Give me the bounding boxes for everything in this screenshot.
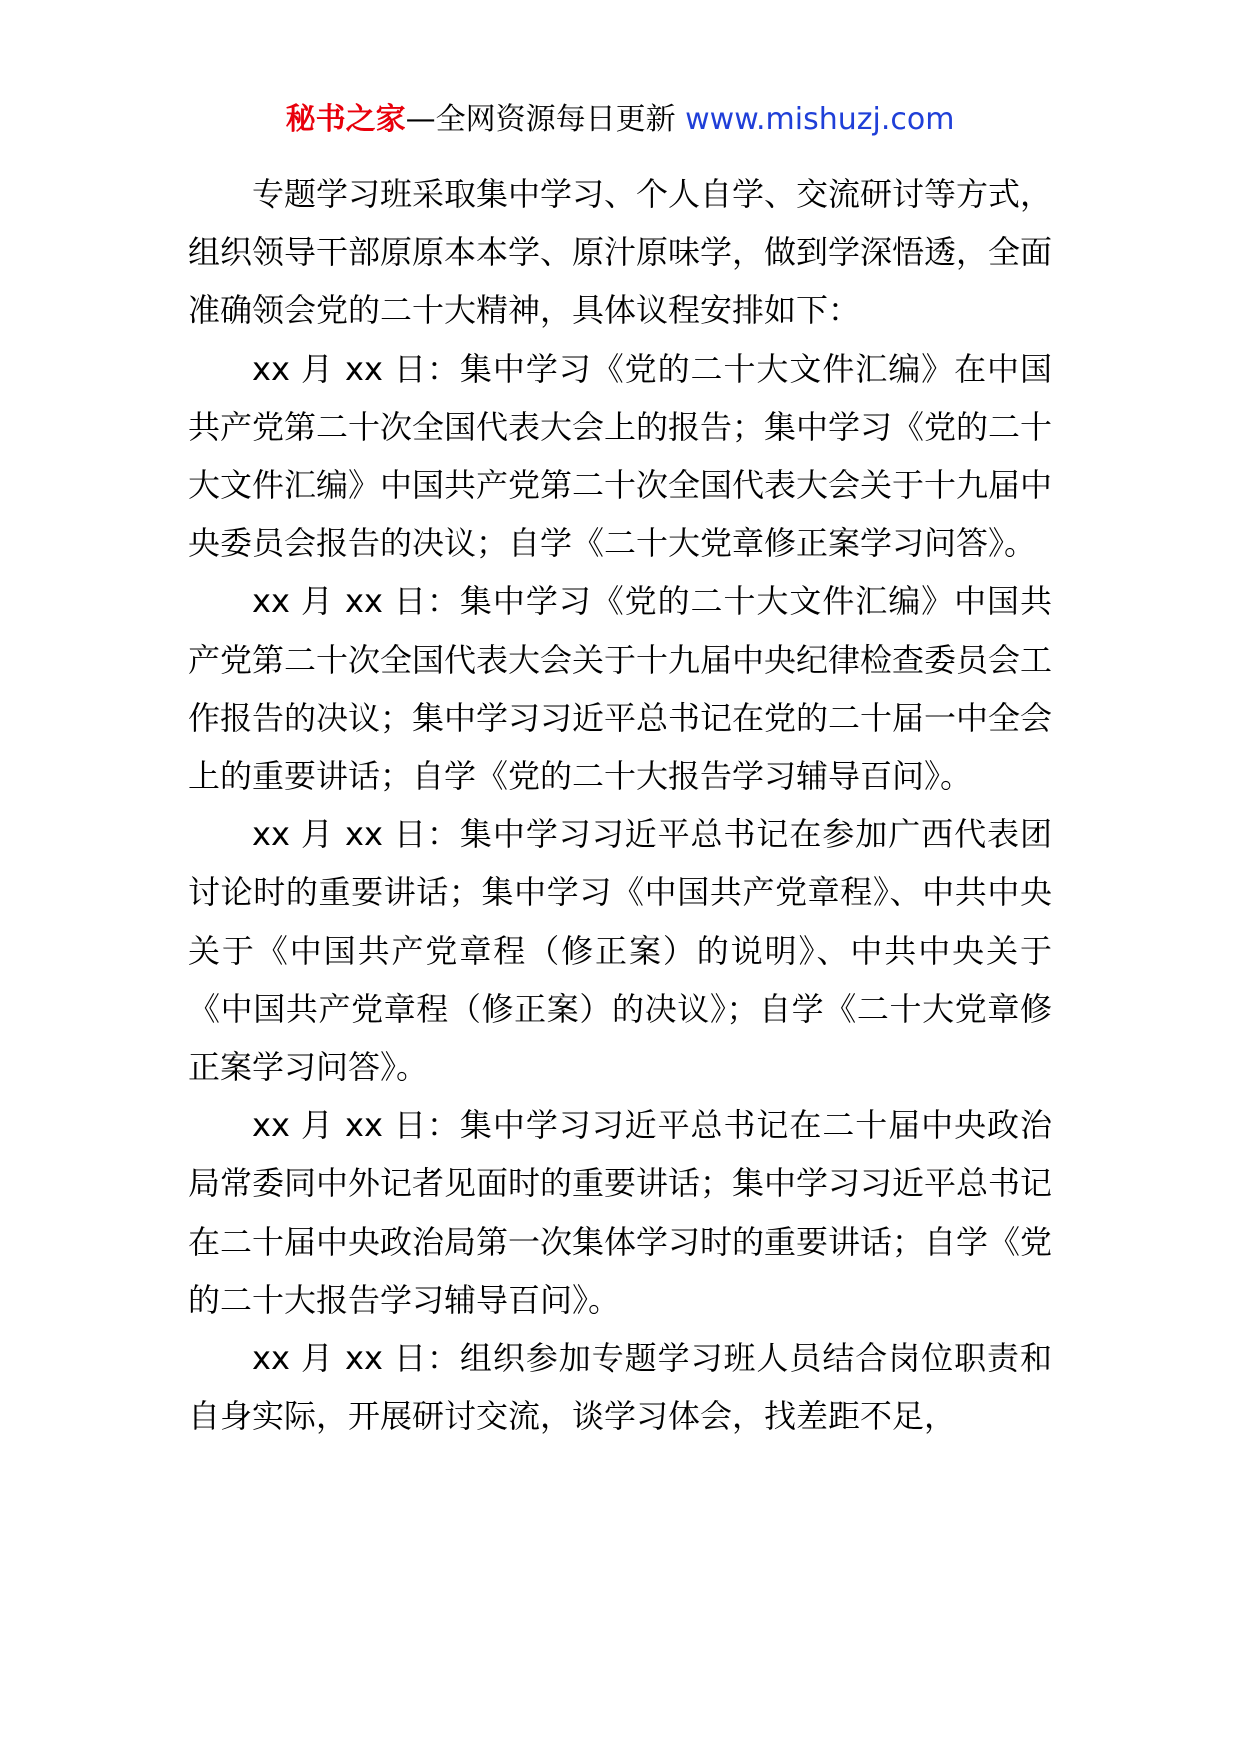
paragraph-agenda-1: xx 月 xx 日：集中学习《党的二十大文件汇编》在中国共产党第二十次全国代表大会上的报告；集中学习《党的二十大文件汇编》中国共产党第二十次全国代表大会关于十九届中央委员会报告的决议；自学《二十大党章修正案学习问答》。 <box>188 349 1053 563</box>
brand-name: 秘书之家 <box>285 102 406 137</box>
site-url-link[interactable]: www.mishuzj.com <box>685 102 955 137</box>
paragraph-agenda-5: xx 月 xx 日：组织参加专题学习班人员结合岗位职责和自身实际，开展研讨交流，谈学习体会，找差距不足， <box>188 1339 1052 1436</box>
paragraph-intro: 专题学习班采取集中学习、个人自学、交流研讨等方式，组织领导干部原原本本学、原汁原味学，做到学深悟透，全面准确领会党的二十大精神，具体议程安排如下： <box>188 175 1053 330</box>
page-header <box>0 100 1240 140</box>
document-body <box>188 165 1052 1445</box>
paragraph-agenda-3: xx 月 xx 日：集中学习习近平总书记在参加广西代表团讨论时的重要讲话；集中学习《中国共产党章程》、中共中央关于《中国共产党章程（修正案）的说明》、中共中央关于《中国共产党章程（修正案）的决议》；自学《二十大党章修正案学习问答》。 <box>188 815 1052 1087</box>
paragraph-agenda-4: xx 月 xx 日：集中学习习近平总书记在二十届中央政治局常委同中外记者见面时的重要讲话；集中学习习近平总书记在二十届中央政治局第一次集体学习时的重要讲话；自学《党的二十大报告学习辅导百问》。 <box>188 1106 1053 1319</box>
paragraph-agenda-2: xx 月 xx 日：集中学习《党的二十大文件汇编》中国共产党第二十次全国代表大会关于十九届中央纪律检查委员会工作报告的决议；集中学习习近平总书记在党的二十届一中全会上的重要讲话；自学《党的二十大报告学习辅导百问》。 <box>188 582 1053 796</box>
header-slogan: —全网资源每日更新 <box>405 102 676 137</box>
